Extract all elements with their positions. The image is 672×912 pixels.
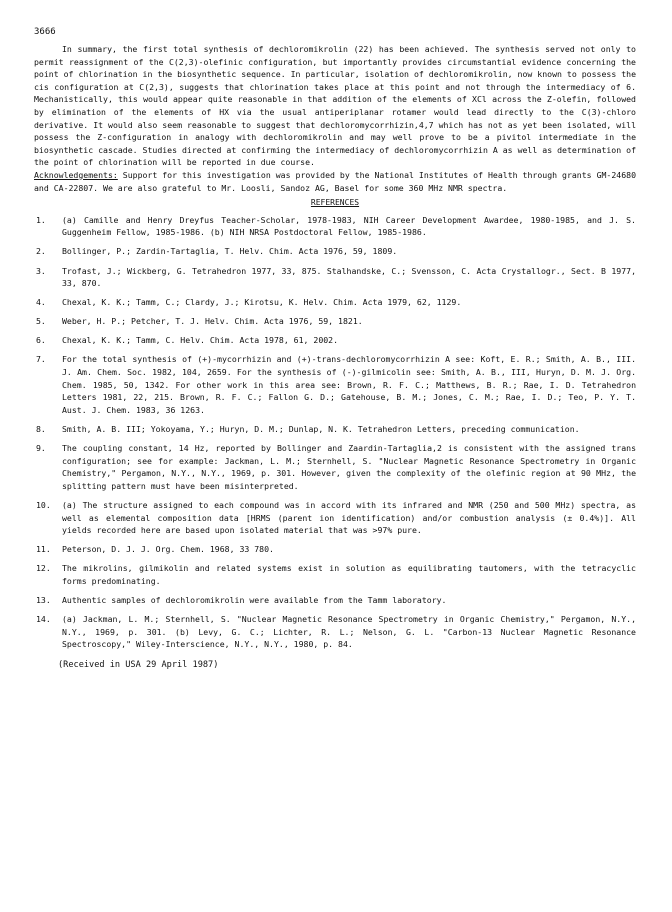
reference-number: 3. xyxy=(36,265,46,276)
acknowledgements-label: Acknowledgements: xyxy=(34,169,118,180)
reference-text: (a) The structure assigned to each compound was in accord with its infrared and NMR (250 and 500 MHz) spectra, as well as elemental composition data [HRMS (parent ion identification) and/or combustion analysis (± 0.4%)]. All yields recorded here are based upon isolated material that was >97% pure. xyxy=(62,499,636,536)
acknowledgements-text: Support for this investigation was provided by the National Institutes of Health through grants GM-24680 and CA-22807. We are also grateful to Mr. Loosli, Sandoz AG, Basel for some 360 MHz NMR spectra. xyxy=(34,169,636,193)
reference-number: 5. xyxy=(36,316,46,327)
reference-item xyxy=(34,245,636,258)
reference-number: 2. xyxy=(36,246,46,257)
reference-text: Bollinger, P.; Zardin-Tartaglia, T. Helv. Chim. Acta 1976, 59, 1809. xyxy=(62,246,398,257)
reference-item xyxy=(34,543,636,556)
reference-text: Smith, A. B. III; Yokoyama, Y.; Huryn, D. M.; Dunlap, N. K. Tetrahedron Letters, preceding communication. xyxy=(62,423,580,434)
reference-item xyxy=(34,265,636,290)
reference-text: Peterson, D. J. J. Org. Chem. 1968, 33 780. xyxy=(62,544,274,555)
reference-text: Trofast, J.; Wickberg, G. Tetrahedron 1977, 33, 875. Stalhandske, C.; Svensson, C. Acta Crystallogr., Sect. B 1977, 33, 870. xyxy=(62,265,636,289)
reference-text: Weber, H. P.; Petcher, T. J. Helv. Chim. Acta 1976, 59, 1821. xyxy=(62,316,363,327)
summary-paragraph: In summary, the first total synthesis of dechloromikrolin (22) has been achieved. The synthesis served not only to permit reassignment of the C(2,3)-olefinic configuration, but importantly provides circumstantial evidence concerning the point of chlorination in the biosynthetic sequence. In particular, isolation of dechloromikrolin, now known to possess the cis configuration at C(2,3), suggests that chlorination takes place at this point and not through the intermediacy of 6. Mechanistically, this would appear quite reasonable in that addition of the elements of XCl across the Z-olefin, followed by elimination of the elements of HX via the usual antiperiplanar rotamer would lead directly to the C(3)-chloro derivative. It would also seem reasonable to suggest that dechloromycorrhizin,4,7 which has not as yet been isolated, will possess the Z-configuration in analogy with dechloromikrolin and may well prove to be a pivitol intermediate in the biosynthetic cascade. Studies directed at confirming the intermediacy of dechloromycorrhizin A as well as determination of the point of chlorination will be reported in due course. xyxy=(34,44,636,168)
reference-number: 6. xyxy=(36,335,46,346)
reference-number: 11. xyxy=(36,544,51,555)
reference-item xyxy=(34,214,636,239)
reference-number: 7. xyxy=(36,354,46,365)
reference-item xyxy=(34,423,636,436)
page-body xyxy=(34,43,636,671)
references-heading: REFERENCES xyxy=(310,198,360,208)
reference-item xyxy=(34,334,636,347)
reference-number: 12. xyxy=(36,563,51,574)
received-date: (Received in USA 29 April 1987) xyxy=(58,659,219,670)
reference-item xyxy=(34,594,636,607)
reference-item xyxy=(34,353,636,416)
reference-text: Chexal, K. K.; Tamm, C. Helv. Chim. Acta 1978, 61, 2002. xyxy=(62,335,339,346)
reference-number: 13. xyxy=(36,594,51,605)
reference-text: Chexal, K. K.; Tamm, C.; Clardy, J.; Kirotsu, K. Helv. Chim. Acta 1979, 62, 1129. xyxy=(62,297,462,308)
reference-text: The coupling constant, 14 Hz, reported by Bollinger and Zaardin-Tartaglia,2 is consistent with the assigned trans configuration; see for example: Jackman, L. M.; Sternhell, S. "Nuclear Magnetic Resonance Spectrometry in Organic Chemistry," Pergamon, N.Y., N.Y., 1969, p. 301. However, given the complexity of the olefinic region at 90 MHz, the splitting pattern must have been misinterpreted. xyxy=(62,443,636,491)
reference-item xyxy=(34,296,636,309)
reference-list xyxy=(34,214,636,651)
reference-text: (a) Jackman, L. M.; Sternhell, S. "Nuclear Magnetic Resonance Spectrometry in Organic Chemistry," Pergamon, N.Y., N.Y., 1969, p. 301. (b) Levy, G. C.; Lichter, R. L.; Nelson, G. L. "Carbon-13 Nuclear Magnetic Resonance Spectroscopy," Wiley-Interscience, N.Y., N.Y., 1980, p. 84. xyxy=(62,614,636,650)
reference-item xyxy=(34,442,636,492)
reference-number: 8. xyxy=(36,423,46,434)
reference-number: 4. xyxy=(36,297,46,308)
page-number: 3666 xyxy=(34,27,56,37)
reference-text: (a) Camille and Henry Dreyfus Teacher-Scholar, 1978-1983, NIH Career Development Awardee, 1980-1985, and J. S. Guggenheim Fellow, 1985-1986. (b) NIH NRSA Postdoctoral Fellow, 1985-1986. xyxy=(62,214,636,238)
reference-text: For the total synthesis of (+)-mycorrhizin and (+)-trans-dechloromycorrhizin A see: Koft, E. R.; Smith, A. B., III. J. Am. Chem. Soc. 1982, 104, 2659. For the synthesis of (-)-gilmicolin see: Smith, A. B., III, Huryn, D. M. J. Org. Chem. 1985, 50, 1342. For other work in this area see: Brown, R. F. C.; Matthews, B. R.; Rae, I. D. Tetrahedron Letters 1981, 22, 215. Brown, R. F. C.; Fallon G. D.; Gatehouse, B. M.; Jones, C. M.; Rae, I. D.; Teo, P. Y. T. Aust. J. Chem. 1983, 36 1263. xyxy=(62,354,636,415)
acknowledgements xyxy=(34,169,636,194)
reference-item xyxy=(34,315,636,328)
reference-number: 9. xyxy=(36,443,46,454)
reference-text: Authentic samples of dechloromikrolin were available from the Tamm laboratory. xyxy=(62,594,447,605)
reference-item xyxy=(34,613,636,651)
reference-number: 10. xyxy=(36,499,51,510)
reference-item xyxy=(34,499,636,537)
reference-text: The mikrolins, gilmikolin and related systems exist in solution as equilibrating tautomers, with the tetracyclic forms predominating. xyxy=(62,563,636,586)
reference-number: 14. xyxy=(36,614,51,625)
reference-number: 1. xyxy=(36,214,46,225)
reference-item xyxy=(34,562,636,587)
